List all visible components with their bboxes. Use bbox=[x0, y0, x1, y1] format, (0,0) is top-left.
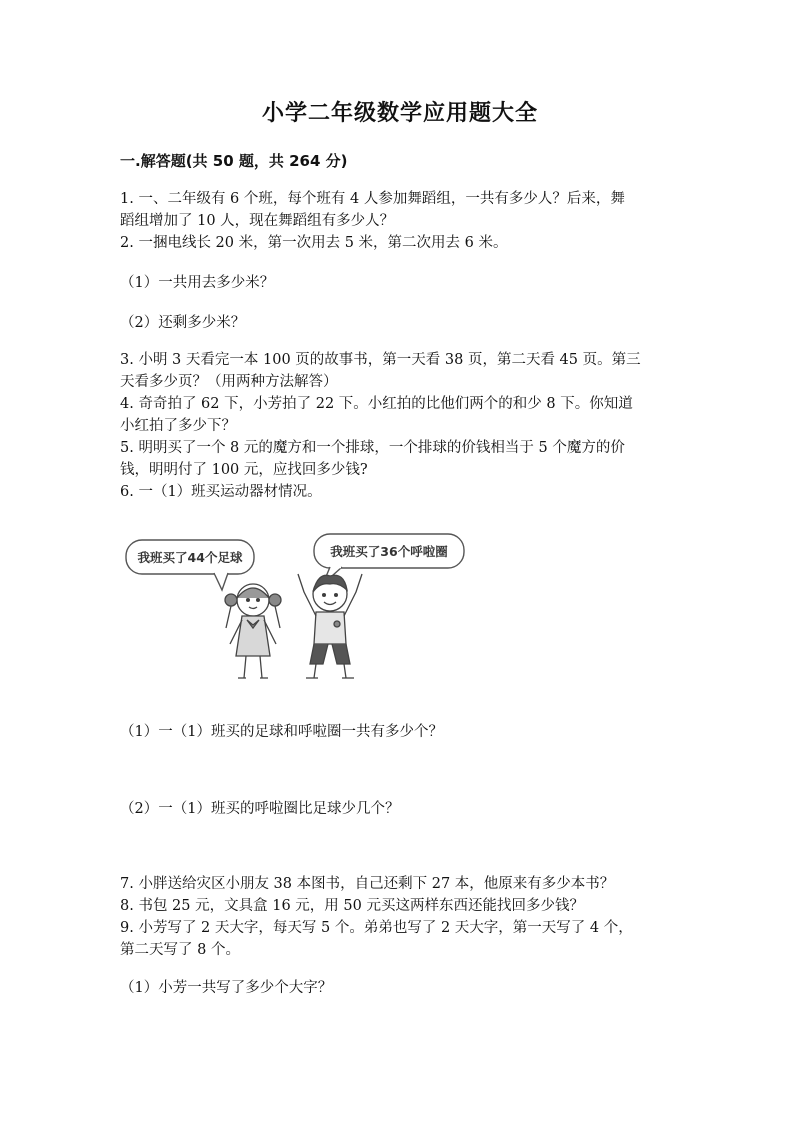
question-1-line-1: 1. 一、二年级有 6 个班，每个班有 4 人参加舞蹈组，一共有多少人？后来，舞 bbox=[120, 191, 625, 207]
question-9-line-2: 第二天写了 8 个。 bbox=[120, 942, 240, 958]
question-4-line-2: 小红拍了多少下？ bbox=[120, 418, 236, 434]
question-9-sub-1: （1）小芳一共写了多少个大字？ bbox=[120, 980, 333, 996]
question-2-sub-1: （1）一共用去多少米？ bbox=[120, 275, 275, 291]
question-8-line-1: 8. 书包 25 元，文具盒 16 元，用 50 元买这两样东西还能找回多少钱？ bbox=[120, 898, 584, 914]
question-1-line-2: 蹈组增加了 10 人，现在舞蹈组有多少人？ bbox=[120, 213, 395, 229]
question-5-line-2: 钱，明明付了 100 元，应找回多少钱? bbox=[120, 462, 368, 478]
question-6-line-1: 6. 一（1）班买运动器材情况。 bbox=[120, 484, 322, 500]
left-bubble-text: 我班买了44个足球 bbox=[137, 550, 243, 565]
question-6-sub-2: （2）一（1）班买的呼啦圈比足球少几个？ bbox=[120, 801, 400, 817]
section-heading: 一.解答题(共 50 题，共 264 分) bbox=[120, 152, 348, 170]
question-7-line-1: 7. 小胖送给灾区小朋友 38 本图书，自己还剩下 27 本，他原来有多少本书？ bbox=[120, 876, 615, 892]
girl-figure bbox=[225, 584, 281, 678]
page-title: 小学二年级数学应用题大全 bbox=[261, 101, 538, 126]
right-bubble-text: 我班买了36个呼啦圈 bbox=[330, 544, 448, 559]
question-3-line-2: 天看多少页？（用两种方法解答） bbox=[120, 374, 338, 390]
question-6-sub-1: （1）一（1）班买的足球和呼啦圈一共有多少个？ bbox=[120, 724, 443, 740]
question-3-line-1: 3. 小明 3 天看完一本 100 页的故事书，第一天看 38 页，第二天看 45 页。第三 bbox=[120, 352, 641, 368]
left-bubble-tail bbox=[214, 573, 228, 590]
children-illustration bbox=[118, 528, 478, 688]
question-5-line-1: 5. 明明买了一个 8 元的魔方和一个排球，一个排球的价钱相当于 5 个魔方的价 bbox=[120, 440, 625, 456]
boy-figure bbox=[298, 574, 362, 678]
children-drawing bbox=[118, 528, 478, 688]
question-2-line-1: 2. 一捆电线长 20 米，第一次用去 5 米，第二次用去 6 米。 bbox=[120, 235, 508, 251]
question-9-line-1: 9. 小芳写了 2 天大字，每天写 5 个。弟弟也写了 2 天大字，第一天写了 4 个， bbox=[120, 920, 633, 936]
question-2-sub-2: （2）还剩多少米？ bbox=[120, 315, 246, 331]
question-4-line-1: 4. 奇奇拍了 62 下，小芳拍了 22 下。小红拍的比他们两个的和少 8 下。你知道 bbox=[120, 396, 633, 412]
